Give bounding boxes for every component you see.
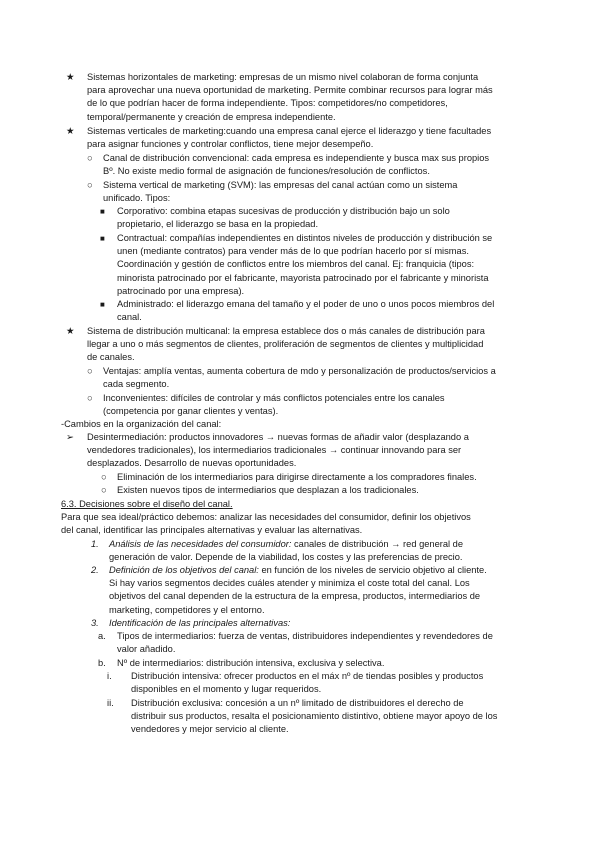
list-number: 2. (91, 565, 99, 575)
nuevos-intermediarios-item: Existen nuevos tipos de intermediarios que desplazan a los tradicionales. (117, 485, 419, 495)
contractual-item: Contractual: compañías independientes en distintos niveles de producción y distribución se unen (mediante contratos) para vender más de lo que podrían hacerlo por sí mismas. Coordinación y gestión de conflictos entre los miembros del canal. Ej: franquicia (tipos: minorista patrocinado por el fabricante, mayorista patrocinado por el fabricante y minorista patrocinado por una empresa). (117, 233, 493, 296)
circle-bullet: ○ (87, 180, 93, 190)
tipos-intermediarios-item: Tipos de intermediarios: fuerza de ventas, distribuidores independientes y revendedores de valor añadido. (117, 631, 493, 655)
corporativo-item: Corporativo: combina etapas sucesivas de producción y distribución bajo un solo propietario, el liderazgo se basa en la propiedad. (117, 206, 450, 230)
square-bullet: ■ (100, 234, 105, 243)
administrado-item: Administrado: el liderazgo emana del tamaño y el poder de uno o unos pocos miembros del canal. (117, 299, 495, 323)
list-number: 1. (91, 539, 99, 549)
square-bullet: ■ (100, 207, 105, 216)
star-bullet: ★ (66, 72, 75, 82)
section-intro: Para que sea ideal/práctico debemos: analizar las necesidades del consumidor, definir los objetivos del canal, identificar las principales alternativas y evaluar las alternativas. (61, 512, 471, 536)
section-heading: 6.3. Decisiones sobre el diseño del canal. (61, 499, 233, 509)
horizontal-systems-paragraph: Sistemas horizontales de marketing: empresas de un mismo nivel colaboran de forma conjunta para aprovechar una nueva oportunidad de marketing. Permite combinar recursos para lograr más de lo que podrían hacer de forma independiente. Tipos: competidores/no competidores, temporal/permanente y creación de empresa independiente. (87, 72, 493, 122)
inconvenientes-item: Inconvenientes: difíciles de controlar y más conflictos potenciales entre los canales (competencia por ganar clientes y ventas). (103, 393, 445, 417)
circle-bullet: ○ (87, 366, 93, 376)
square-bullet: ■ (100, 300, 105, 309)
identificacion-item: Identificación de las principales alternativas: (109, 618, 291, 628)
conventional-channel-item: Canal de distribución convencional: cada empresa es independiente y busca max sus propios Bº. No existe medio formal de asignación de funciones/resolución de conflictos. (103, 153, 490, 177)
arrow-bullet: ➢ (66, 432, 74, 442)
distribucion-intensiva-item: Distribución intensiva: ofrecer productos en el máx nº de tiendas posibles y productos disponibles en el momento y lugar requeridos. (131, 671, 484, 695)
list-letter: b. (98, 658, 106, 668)
ventajas-item: Ventajas: amplía ventas, aumenta cobertura de mdo y personalización de productos/servicios a cada segmento. (103, 366, 496, 390)
list-letter: a. (98, 631, 106, 641)
desintermediacion-item: Desintermediación: productos innovadores → nuevas formas de añadir valor (desplazando a vendedores tradicionales), los intermediarios tradicionales → continuar innovando para ser desplazados. Desarrollo de nuevas oportunidades. (87, 432, 469, 469)
svm-item: Sistema vertical de marketing (SVM): las empresas del canal actúan como un sistema unificado. Tipos: (103, 180, 458, 204)
distribucion-exclusiva-item: Distribución exclusiva: concesión a un nº limitado de distribuidores el derecho de distribuir sus productos, resalta el posicionamiento distintivo, obtiene mayor apoyo de los vendedores y mejor servicio al cliente. (131, 698, 498, 735)
list-roman: ii. (107, 698, 114, 708)
list-roman: i. (107, 671, 112, 681)
multicanal-paragraph: Sistema de distribución multicanal: la empresa establece dos o más canales de distribución para llegar a uno o más segmentos de clientes, proliferación de segmentos de clientes y multiplicidad de canales. (87, 326, 485, 363)
analisis-item: Análisis de las necesidades del consumidor: canales de distribución → red general de generación de valor. Depende de la viabilidad, los costes y las preferencias de precio. (109, 539, 464, 563)
circle-bullet: ○ (101, 485, 107, 495)
circle-bullet: ○ (87, 153, 93, 163)
definicion-item: Definición de los objetivos del canal: en función de los niveles de servicio objetivo al cliente. Si hay varios segmentos decides cuáles atender y minimiza el coste total del canal. Los objetivos del canal dependen de la estructura de la empresa, productos, intermediarios de marketing, competidores y el entorno. (109, 565, 487, 615)
circle-bullet: ○ (87, 393, 93, 403)
numero-intermediarios-item: Nº de intermediarios: distribución intensiva, exclusiva y selectiva. (117, 658, 385, 668)
star-bullet: ★ (66, 126, 75, 136)
cambios-heading: -Cambios en la organización del canal: (61, 419, 222, 429)
eliminacion-item: Eliminación de los intermediarios para dirigirse directamente a los compradores finales. (117, 472, 477, 482)
list-number: 3. (91, 618, 99, 628)
circle-bullet: ○ (101, 472, 107, 482)
vertical-systems-paragraph: Sistemas verticales de marketing:cuando una empresa canal ejerce el liderazgo y tiene facultades para asignar funciones y controlar conflictos, tiene mejor desempeño. (87, 126, 492, 150)
star-bullet: ★ (66, 326, 75, 336)
